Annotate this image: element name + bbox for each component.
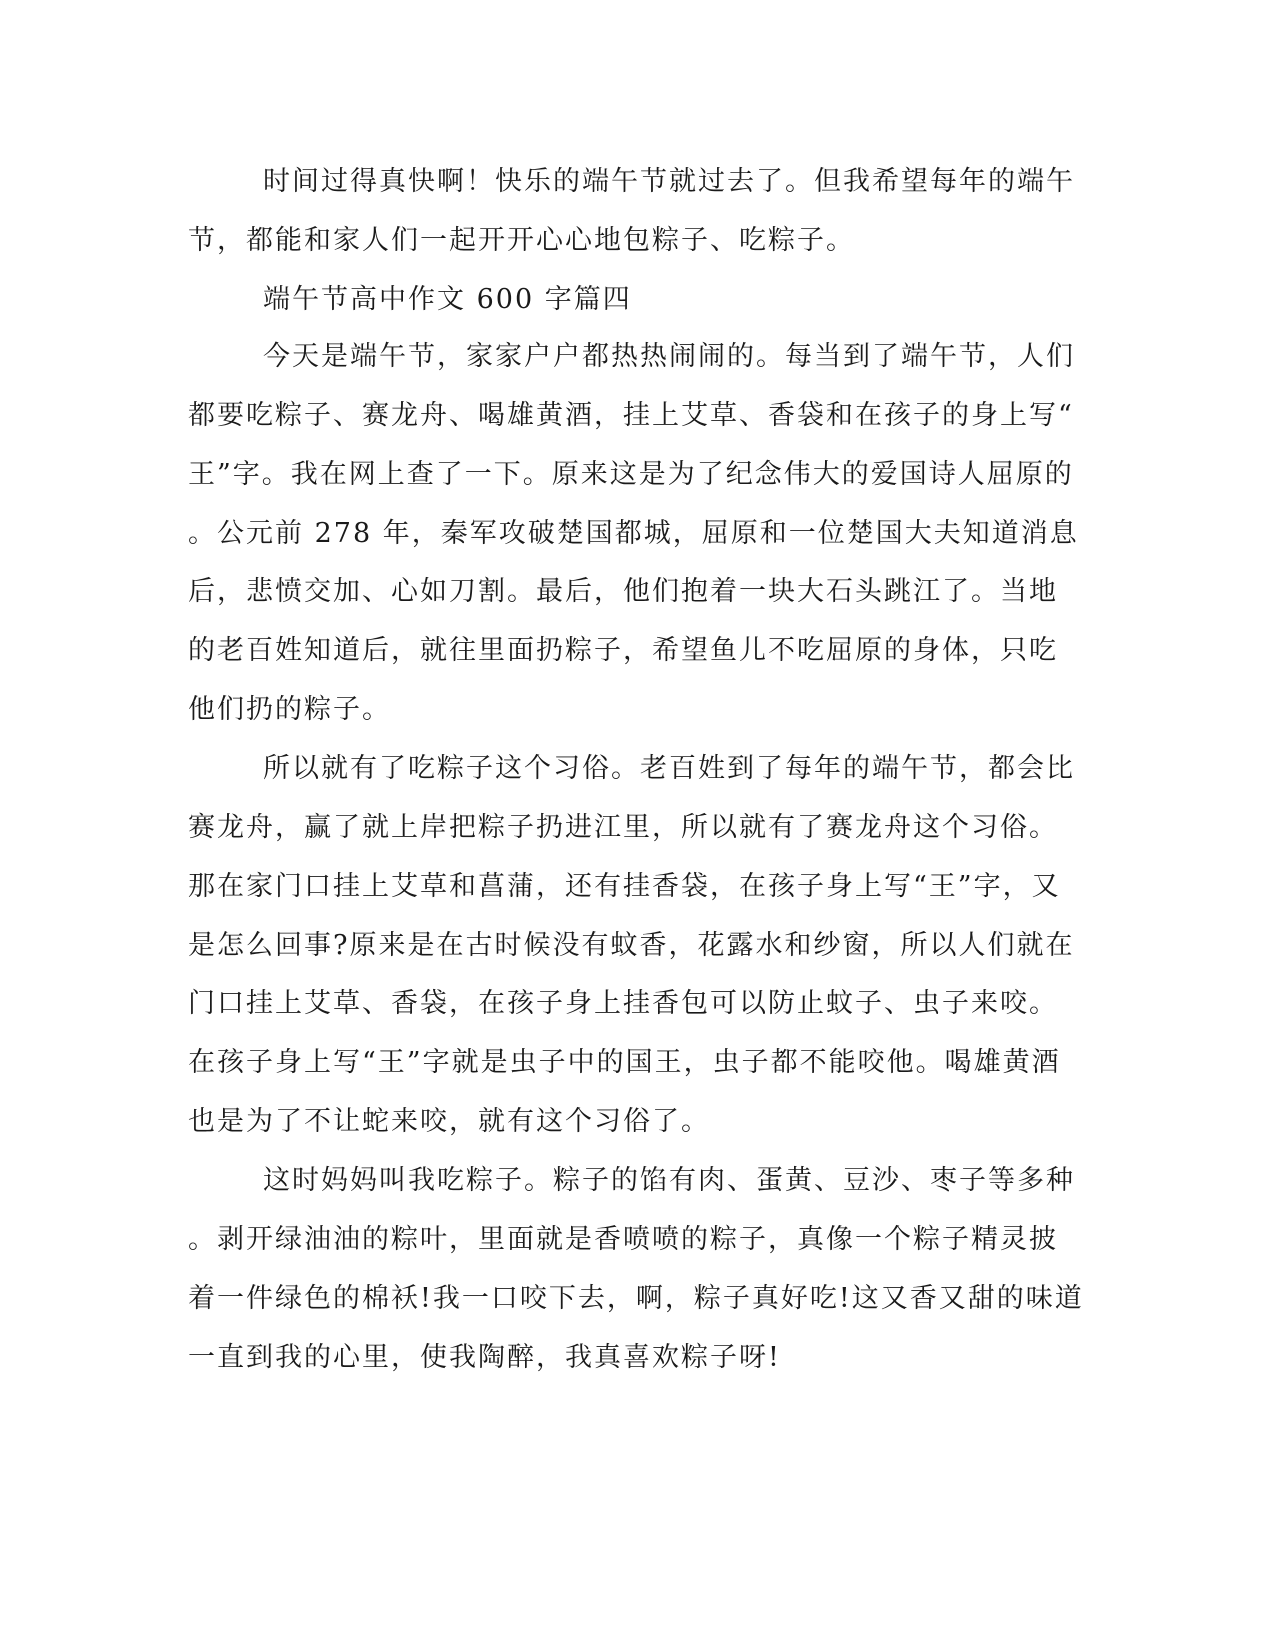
paragraph-5-line-1: 这时妈妈叫我吃粽子。粽子的馅有肉、蛋黄、豆沙、枣子等多种 <box>263 1165 1075 1196</box>
paragraph-3-line-4: 。公元前 278 年，秦军攻破楚国都城，屈原和一位楚国大夫知道消息 <box>188 518 1079 549</box>
paragraph-3-line-1: 今天是端午节，家家户户都热热闹闹的。每当到了端午节，人们 <box>263 341 1075 372</box>
paragraph-4-line-1: 所以就有了吃粽子这个习俗。老百姓到了每年的端午节，都会比 <box>263 753 1075 784</box>
paragraph-4-line-5: 门口挂上艾草、香袋，在孩子身上挂香包可以防止蚊子、虫子来咬。 <box>188 988 1058 1019</box>
paragraph-3-line-6: 的老百姓知道后，就往里面扔粽子，希望鱼儿不吃屈原的身体，只吃 <box>188 635 1058 666</box>
paragraph-4-line-6: 在孩子身上写“王”字就是虫子中的国王，虫子都不能咬他。喝雄黄酒 <box>188 1047 1061 1078</box>
paragraph-5-line-4: 一直到我的心里，使我陶醉，我真喜欢粽子呀! <box>188 1342 781 1373</box>
section-heading: 端午节高中作文 600 字篇四 <box>263 284 632 315</box>
paragraph-3-line-5: 后，悲愤交加、心如刀割。最后，他们抱着一块大石头跳江了。当地 <box>188 576 1058 607</box>
paragraph-4-line-3: 那在家门口挂上艾草和菖蒲，还有挂香袋，在孩子身上写“王”字，又 <box>188 871 1061 902</box>
paragraph-5-line-2: 。剥开绿油油的粽叶，里面就是香喷喷的粽子，真像一个粽子精灵披 <box>188 1224 1058 1255</box>
paragraph-3-line-2: 都要吃粽子、赛龙舟、喝雄黄酒，挂上艾草、香袋和在孩子的身上写“ <box>188 400 1074 431</box>
paragraph-4-line-7: 也是为了不让蛇来咬，就有这个习俗了。 <box>188 1106 710 1137</box>
paragraph-3-line-7: 他们扔的粽子。 <box>188 694 391 725</box>
paragraph-4-line-2: 赛龙舟，赢了就上岸把粽子扔进江里，所以就有了赛龙舟这个习俗。 <box>188 812 1058 843</box>
paragraph-1-line-1: 时间过得真快啊！快乐的端午节就过去了。但我希望每年的端午 <box>263 166 1075 197</box>
paragraph-3-line-3: 王”字。我在网上查了一下。原来这是为了纪念伟大的爱国诗人屈原的 <box>188 459 1074 490</box>
paragraph-4-line-4: 是怎么回事?原来是在古时候没有蚊香，花露水和纱窗，所以人们就在 <box>188 930 1075 961</box>
paragraph-5-line-3: 着一件绿色的棉袄!我一口咬下去，啊，粽子真好吃!这又香又甜的味道 <box>188 1283 1084 1314</box>
paragraph-1-line-2: 节，都能和家人们一起开开心心地包粽子、吃粽子。 <box>188 225 855 256</box>
